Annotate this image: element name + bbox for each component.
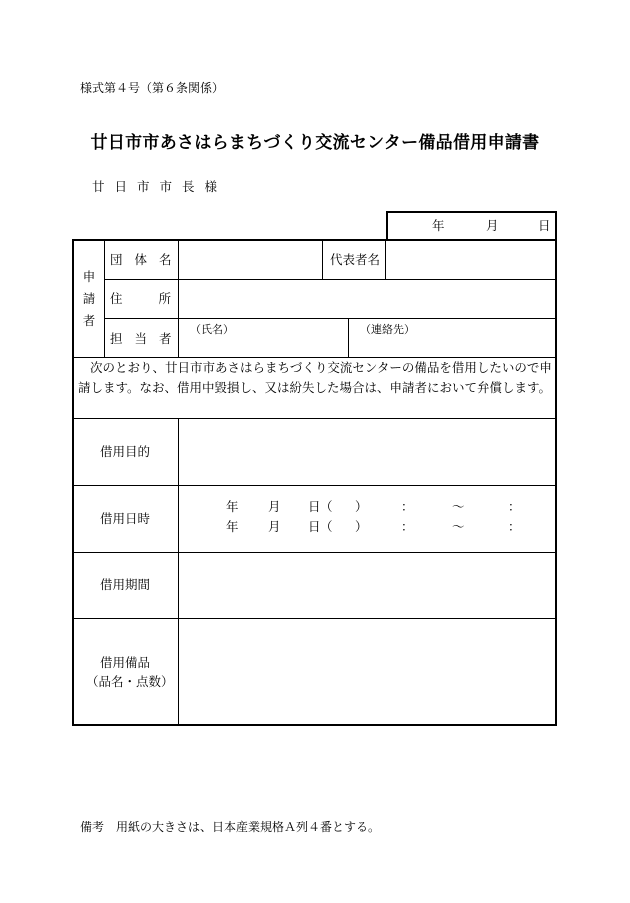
dt2-year: 年 [226,519,239,534]
representative-label: 代表者名 [330,252,381,267]
dt2-tilde: ～ [452,519,465,534]
address-label: 住所 [110,291,208,306]
items-sub-label: （品名・点数） [86,674,174,689]
date-month-label: 月 [486,218,499,233]
name-hint: （氏名） [190,323,234,336]
dt1-tilde: ～ [452,499,465,514]
datetime-label: 借用日時 [100,511,151,526]
items-field[interactable] [183,622,551,720]
group-name-field[interactable] [183,252,321,274]
dt2-day: 日 [308,519,321,534]
purpose-label: 借用目的 [100,444,151,459]
dt1-paren-close: ） [355,499,368,514]
applicant-side-label: 申請者 [82,269,96,328]
date-day-label: 日 [538,218,551,233]
statement-text: 次のとおり、廿日市市あさはらまちづくり交流センターの備品を借用したいので申請します。なお、借用中毀損し、又は紛失した場合は、申請者において弁償します。 [78,360,552,395]
address-field[interactable] [183,291,551,313]
dt2-month: 月 [268,519,281,534]
dt1-colon-start: ： [401,499,414,514]
dt1-year: 年 [226,499,239,514]
representative-field[interactable] [390,252,550,274]
group-name-label: 団体名 [110,252,184,267]
addressee: 廿日市市長様 [92,179,228,194]
person-label: 担当者 [110,331,184,346]
dt2-paren-close: ） [355,519,368,534]
dt1-day: 日 [308,499,321,514]
dt1-colon-end: ： [508,499,521,514]
date-year-label: 年 [432,218,445,233]
contact-hint: （連絡先） [360,323,415,336]
form-number: 様式第４号（第６条関係） [80,81,225,95]
period-field[interactable] [183,556,551,614]
dt2-colon-end: ： [508,519,521,534]
form-title: 廿日市市あさはらまちづくり交流センター備品借用申請書 [90,133,540,153]
dt1-paren-open: （ [320,499,333,514]
items-label: 借用備品 [100,655,151,670]
dt2-colon-start: ： [401,519,414,534]
period-label: 借用期間 [100,577,151,592]
dt2-paren-open: （ [320,519,333,534]
purpose-field[interactable] [183,422,551,480]
footnote: 備考 用紙の大きさは、日本産業規格Ａ列４番とする。 [80,820,381,834]
dt1-month: 月 [268,499,281,514]
